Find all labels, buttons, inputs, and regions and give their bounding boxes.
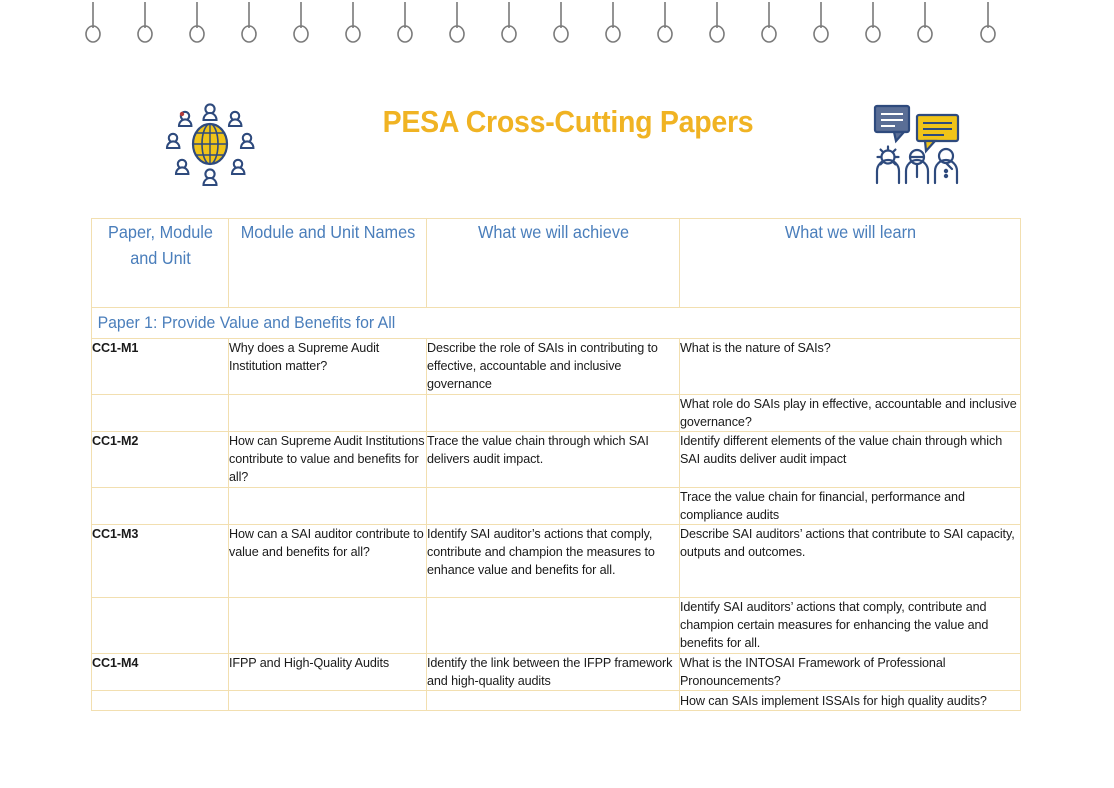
- cell-learn: Describe SAI auditors’ actions that contribute to SAI capacity, outputs and outcomes.: [680, 525, 1021, 598]
- binding-ring: [502, 2, 516, 42]
- papers-table: [91, 218, 1021, 711]
- cell-achieve: [427, 598, 680, 654]
- cell-learn: Identify different elements of the value chain through which SAI audits deliver audit impact: [680, 432, 1021, 488]
- person-figure-right: [935, 149, 957, 183]
- binding-ring: [190, 2, 204, 42]
- table-row: [92, 653, 1021, 690]
- cell-code: [92, 691, 229, 711]
- cell-code: CC1-M3: [92, 525, 229, 598]
- column-header-what-we-will-learn: What we will learn: [691, 219, 1008, 308]
- cell-achieve: [427, 394, 680, 431]
- cell-achieve: Describe the role of SAIs in contributing to effective, accountable and inclusive governance: [427, 339, 680, 395]
- table-row: [92, 339, 1021, 395]
- person-figure: [229, 112, 241, 126]
- binding-ring: [762, 2, 776, 42]
- cell-achieve: Identify the link between the IFPP framework and high-quality audits: [427, 653, 680, 690]
- cell-name: [229, 691, 427, 711]
- binding-ring: [606, 2, 620, 42]
- binding-ring: [658, 2, 672, 42]
- binding-ring: [294, 2, 308, 42]
- cell-code: CC1-M2: [92, 432, 229, 488]
- binding-ring: [918, 2, 932, 42]
- binding-ring: [242, 2, 256, 42]
- cell-name: [229, 487, 427, 524]
- cell-achieve: [427, 487, 680, 524]
- person-figure: [167, 134, 179, 148]
- cell-learn: Identify SAI auditors’ actions that comply, contribute and champion certain measures for enhancing the value and benefits for all.: [680, 598, 1021, 654]
- person-figure: [204, 169, 217, 185]
- spiral-binding: [0, 0, 1114, 52]
- speech-bubble-gold: [917, 115, 958, 151]
- cell-name: IFPP and High-Quality Audits: [229, 653, 427, 690]
- table-row: [92, 432, 1021, 488]
- cell-name: [229, 598, 427, 654]
- binding-ring: [710, 2, 724, 42]
- cell-achieve: Identify SAI auditor’s actions that comply, contribute and champion the measures to enhance value and benefits for all.: [427, 525, 680, 598]
- table-row: [92, 598, 1021, 654]
- speech-bubbles-people-icon: [872, 103, 964, 185]
- table-header-row: [92, 219, 1021, 308]
- cell-learn: Trace the value chain for financial, performance and compliance audits: [680, 487, 1021, 524]
- table-row: [92, 394, 1021, 431]
- cell-code: [92, 487, 229, 524]
- cell-learn: What is the nature of SAIs?: [680, 339, 1021, 395]
- speech-bubble-navy: [875, 106, 909, 141]
- cell-learn: What role do SAIs play in effective, accountable and inclusive governance?: [680, 394, 1021, 431]
- column-header-module-unit-names: Module and Unit Names: [235, 219, 419, 308]
- table-row: [92, 487, 1021, 524]
- section-title-paper-1: Paper 1: Provide Value and Benefits for All: [97, 313, 396, 332]
- cell-learn: What is the INTOSAI Framework of Professional Pronouncements?: [680, 653, 1021, 690]
- person-figure-left: [877, 147, 899, 184]
- person-figure-middle: [906, 150, 928, 183]
- cell-achieve: [427, 691, 680, 711]
- person-figure: [176, 160, 188, 174]
- column-header-what-we-will-achieve: What we will achieve: [435, 219, 670, 308]
- globe-people-icon: [160, 100, 260, 188]
- person-accent-dot: [180, 112, 184, 116]
- binding-ring: [866, 2, 880, 42]
- column-header-paper-module-unit: Paper, Module and Unit: [96, 219, 223, 308]
- page-title: PESA Cross-Cutting Papers: [382, 104, 754, 139]
- cell-name: [229, 394, 427, 431]
- table-row: [92, 525, 1021, 598]
- section-header-cell: [92, 308, 1021, 339]
- binding-ring: [554, 2, 568, 42]
- table-row: [92, 691, 1021, 711]
- cell-learn: How can SAIs implement ISSAIs for high quality audits?: [680, 691, 1021, 711]
- section-header-row: [92, 308, 1021, 339]
- cell-name: Why does a Supreme Audit Institution matter?: [229, 339, 427, 395]
- cell-code: [92, 598, 229, 654]
- cell-name: How can Supreme Audit Institutions contribute to value and benefits for all?: [229, 432, 427, 488]
- binding-ring: [814, 2, 828, 42]
- binding-ring: [86, 2, 100, 42]
- binding-ring: [398, 2, 412, 42]
- binding-ring: [450, 2, 464, 42]
- binding-ring: [981, 2, 995, 42]
- binding-ring: [138, 2, 152, 42]
- person-figure: [241, 134, 253, 148]
- cell-code: [92, 394, 229, 431]
- cell-achieve: Trace the value chain through which SAI delivers audit impact.: [427, 432, 680, 488]
- person-figure: [204, 104, 217, 120]
- cell-name: How can a SAI auditor contribute to value and benefits for all?: [229, 525, 427, 598]
- cell-code: CC1-M4: [92, 653, 229, 690]
- person-figure: [232, 160, 244, 174]
- binding-ring: [346, 2, 360, 42]
- cell-code: CC1-M1: [92, 339, 229, 395]
